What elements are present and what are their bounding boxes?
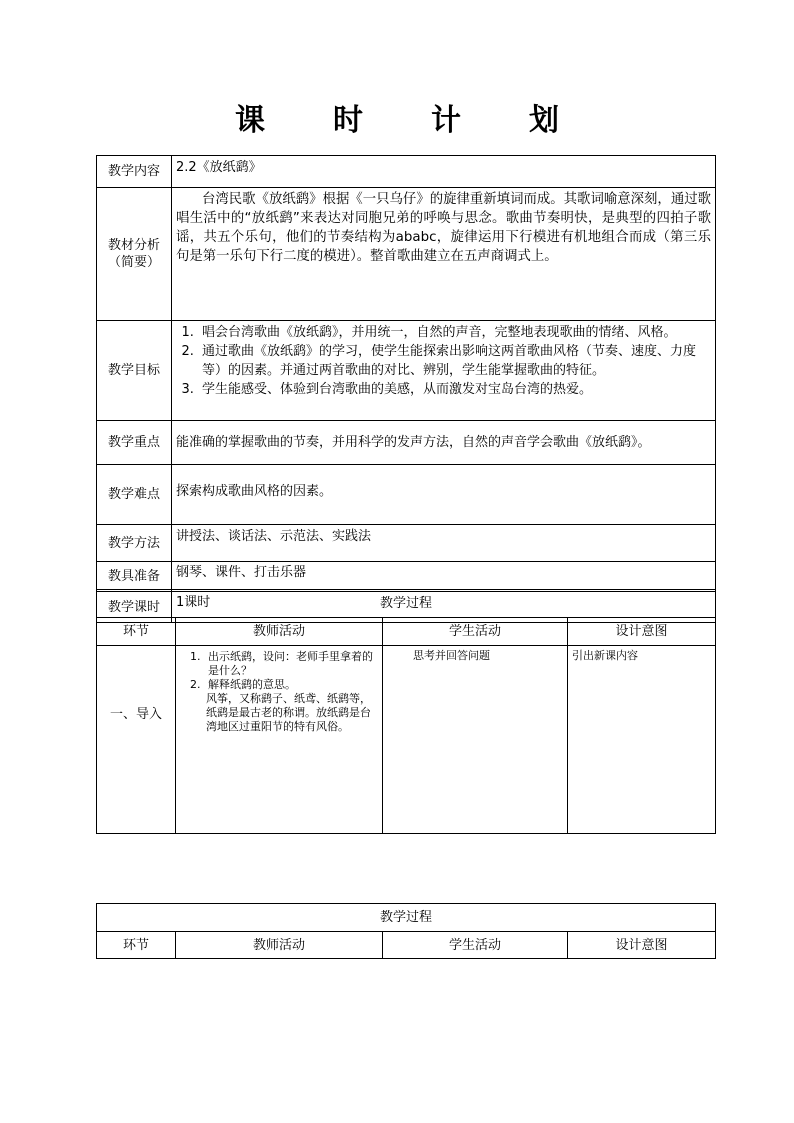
column-header: 教师活动 — [176, 618, 383, 646]
table-row — [97, 421, 716, 465]
difficulties-label: 教学难点 — [97, 465, 172, 525]
difficulties-value: 探索构成歌曲风格的因素。 — [172, 465, 716, 525]
tools-value: 钢琴、课件、打击乐器 — [172, 562, 716, 592]
tools-label: 教具准备 — [97, 562, 172, 592]
column-header: 学生活动 — [383, 932, 568, 959]
table-row — [97, 618, 716, 646]
stage-name: 一、导入 — [97, 646, 176, 834]
list-item: 3. 学生能感受、体验到台湾歌曲的美感，从而激发对宝岛台湾的热爱。 — [198, 380, 711, 399]
column-header: 学生活动 — [383, 618, 568, 646]
table-row — [97, 525, 716, 562]
column-header: 环节 — [97, 932, 176, 959]
list-item: 2. 解释纸鹞的意思。 — [204, 678, 378, 692]
table-row — [97, 590, 716, 618]
page-title — [0, 95, 794, 139]
process-table — [96, 589, 716, 834]
list-item: 2. 通过歌曲《放纸鹞》的学习，使学生能探索出影响这两首歌曲风格（节奏、速度、力度等）的因素。并通过两首歌曲的对比、辨别，学生能掌握歌曲的特征。 — [198, 342, 711, 380]
methods-value: 讲授法、谈话法、示范法、实践法 — [172, 525, 716, 562]
title-char: 计 — [431, 103, 461, 138]
table-row — [97, 188, 716, 321]
key-points-value: 能准确的掌握歌曲的节奏，并用科学的发声方法，自然的声音学会歌曲《放纸鹞》。 — [172, 421, 716, 465]
column-header: 环节 — [97, 618, 176, 646]
analysis-label-line2: （简要） — [107, 255, 160, 270]
column-header: 教师活动 — [176, 932, 383, 959]
analysis-label-line1: 教材分析 — [107, 238, 160, 253]
list-item: 1. 唱会台湾歌曲《放纸鹞》，并用统一，自然的声音，完整地表现歌曲的情绪、风格。 — [198, 323, 711, 342]
teacher-activity — [176, 646, 383, 834]
hours-value: 1课时 — [172, 592, 716, 623]
teacher-note: 风筝，又称鹞子、纸鸢、纸鹞等，纸鹞是最古老的称谓。放纸鹞是台湾地区过重阳节的特有风俗。 — [206, 692, 371, 733]
table-row — [97, 321, 716, 421]
table-row — [97, 646, 716, 834]
title-char: 课 — [235, 103, 265, 138]
methods-label: 教学方法 — [97, 525, 172, 562]
title-char: 划 — [529, 103, 559, 138]
table-row — [97, 465, 716, 525]
hours-label: 教学课时 — [97, 592, 172, 623]
design-intent: 引出新课内容 — [568, 646, 716, 834]
teacher-activity-list — [180, 650, 378, 692]
column-header: 设计意图 — [568, 932, 716, 959]
analysis-value: 台湾民歌《放纸鹞》根据《一只乌仔》的旋律重新填词而成。其歌词喻意深刻，通过歌唱生活中的“放纸鹞”来表达对同胞兄弟的呼唤与思念。歌曲节奏明快，是典型的四拍子歌谣，共五个乐句，他们的节奏结构为ababc，旋律运用下行模进有机地组合而成（第三乐句是第一乐句下行二度的模进）。整首歌曲建立在五声商调式上。 — [172, 188, 716, 321]
process-heading: 教学过程 — [97, 590, 716, 618]
goals-label: 教学目标 — [97, 321, 172, 421]
student-activity: 思考并回答问题 — [383, 646, 568, 834]
title-char: 时 — [333, 103, 363, 138]
list-item: 1. 出示纸鹞，设问：老师手里拿着的是什么？ — [204, 650, 378, 678]
goals-value — [172, 321, 716, 421]
table-row — [97, 904, 716, 932]
table-row — [97, 932, 716, 959]
goals-list — [176, 323, 711, 399]
table-row — [97, 562, 716, 592]
process-heading: 教学过程 — [97, 904, 716, 932]
analysis-label — [97, 188, 172, 321]
lesson-plan-table — [96, 155, 716, 623]
content-label: 教学内容 — [97, 156, 172, 188]
content-value: 2.2《放纸鹞》 — [172, 156, 716, 188]
table-row — [97, 156, 716, 188]
process-table-continued — [96, 903, 716, 959]
key-points-label: 教学重点 — [97, 421, 172, 465]
column-header: 设计意图 — [568, 618, 716, 646]
